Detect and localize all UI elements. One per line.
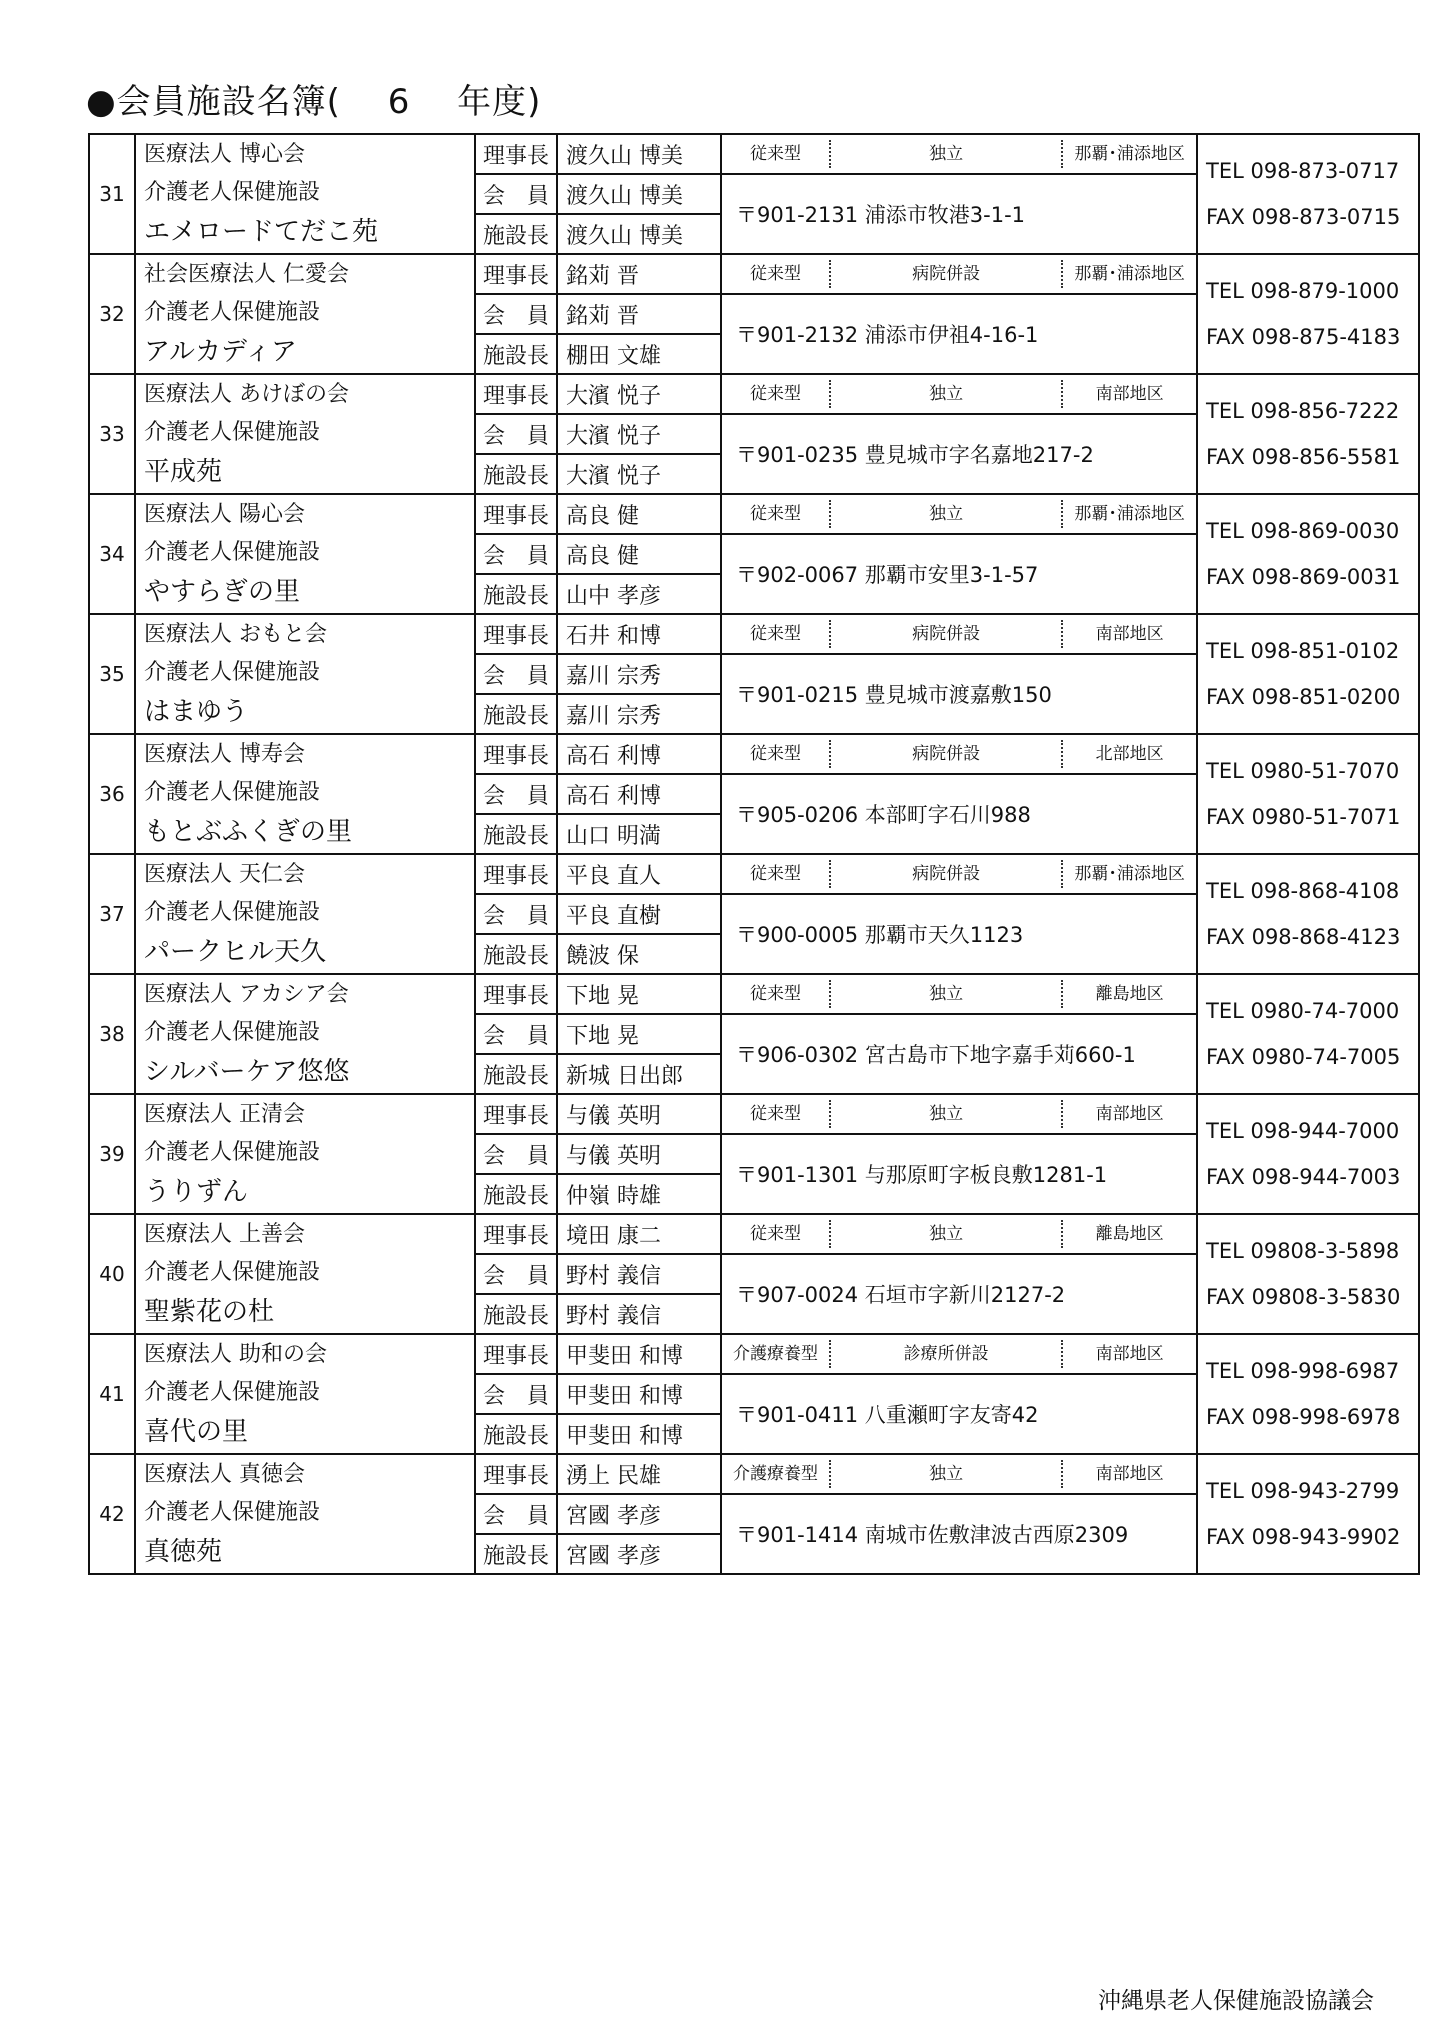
facility-form: 病院併設	[831, 860, 1063, 888]
director-name: 嘉川 宗秀	[557, 694, 721, 734]
contact-block	[1197, 494, 1419, 614]
director-name: 山口 明満	[557, 814, 721, 854]
page-title: ●会員施設名簿( 6 年度)	[86, 82, 542, 122]
facility-form: 独立	[831, 500, 1063, 528]
facility-area: 南部地区	[1095, 384, 1164, 404]
facility-area: 那覇･浦添地区	[1074, 864, 1185, 884]
role-label-member: 会 員	[475, 414, 557, 454]
facility-category: 介護老人保健施設	[144, 300, 321, 325]
contact-block	[1197, 374, 1419, 494]
member-name: 平良 直樹	[557, 894, 721, 934]
facility-name-block	[135, 1454, 475, 1574]
facility-name: はまゆう	[144, 697, 249, 727]
facility-form: 病院併設	[831, 740, 1063, 768]
facility-area: 南部地区	[1095, 1344, 1164, 1364]
chair-name: 平良 直人	[557, 854, 721, 894]
facility-roster-table	[88, 133, 1420, 1575]
fax-number: FAX 098-869-0031	[1206, 565, 1401, 589]
facility-number: 39	[89, 1094, 135, 1214]
facility-address: 〒902-0067 那覇市安里3-1-57	[721, 534, 1197, 614]
facility-name: エメロードてだこ苑	[144, 217, 379, 247]
tel-number: TEL 0980-74-7000	[1206, 999, 1400, 1023]
role-label-director: 施設長	[475, 934, 557, 974]
facility-row	[89, 1214, 1419, 1254]
contact-block	[1197, 1334, 1419, 1454]
facility-address: 〒901-1414 南城市佐敷津波古西原2309	[721, 1494, 1197, 1574]
role-label-chair: 理事長	[475, 734, 557, 774]
facility-number: 37	[89, 854, 135, 974]
facility-row	[89, 614, 1419, 654]
facility-type: 従来型	[722, 980, 831, 1008]
corporation-name: 社会医療法人 仁愛会	[144, 262, 349, 287]
facility-name: やすらぎの里	[144, 577, 301, 607]
role-label-chair: 理事長	[475, 974, 557, 1014]
tel-number: TEL 098-856-7222	[1206, 399, 1400, 423]
member-name: 下地 晃	[557, 1014, 721, 1054]
footer-organization: 沖縄県老人保健施設協議会	[1098, 1988, 1374, 2014]
role-label-director: 施設長	[475, 574, 557, 614]
facility-name-block	[135, 614, 475, 734]
contact-block	[1197, 1094, 1419, 1214]
facility-name-block	[135, 734, 475, 854]
member-name: 高石 利博	[557, 774, 721, 814]
chair-name: 石井 和博	[557, 614, 721, 654]
facility-name-block	[135, 974, 475, 1094]
role-label-member: 会 員	[475, 1254, 557, 1294]
role-label-chair: 理事長	[475, 614, 557, 654]
facility-classification	[721, 974, 1197, 1014]
role-label-director: 施設長	[475, 1174, 557, 1214]
facility-number: 41	[89, 1334, 135, 1454]
facility-form: 診療所併設	[831, 1340, 1063, 1368]
facility-category: 介護老人保健施設	[144, 180, 321, 205]
facility-form: 病院併設	[831, 620, 1063, 648]
classification-tags	[722, 975, 1196, 1013]
member-name: 大濱 悦子	[557, 414, 721, 454]
facility-form: 独立	[831, 1100, 1063, 1128]
tel-number: TEL 098-879-1000	[1206, 279, 1400, 303]
chair-name: 下地 晃	[557, 974, 721, 1014]
facility-form: 独立	[831, 1220, 1063, 1248]
tel-number: TEL 098-944-7000	[1206, 1119, 1400, 1143]
facility-address: 〒901-2131 浦添市牧港3-1-1	[721, 174, 1197, 254]
role-label-director: 施設長	[475, 1294, 557, 1334]
facility-name: 平成苑	[144, 457, 223, 487]
role-label-chair: 理事長	[475, 1094, 557, 1134]
facility-name-block	[135, 854, 475, 974]
facility-classification	[721, 854, 1197, 894]
facility-address: 〒901-1301 与那原町字板良敷1281-1	[721, 1134, 1197, 1214]
facility-type: 従来型	[722, 740, 831, 768]
facility-row	[89, 134, 1419, 174]
facility-type: 従来型	[722, 500, 831, 528]
facility-classification	[721, 494, 1197, 534]
classification-tags	[722, 1455, 1196, 1493]
role-label-chair: 理事長	[475, 134, 557, 174]
contact-block	[1197, 854, 1419, 974]
facility-area: 那覇･浦添地区	[1074, 144, 1185, 164]
role-label-director: 施設長	[475, 814, 557, 854]
facility-row	[89, 1454, 1419, 1494]
contact-block	[1197, 1214, 1419, 1334]
facility-type: 従来型	[722, 140, 831, 168]
director-name: 宮國 孝彦	[557, 1534, 721, 1574]
chair-name: 銘苅 晋	[557, 254, 721, 294]
director-name: 棚田 文雄	[557, 334, 721, 374]
classification-tags	[722, 1335, 1196, 1373]
facility-name: シルバーケア悠悠	[144, 1057, 350, 1087]
facility-row	[89, 854, 1419, 894]
fax-number: FAX 098-868-4123	[1206, 925, 1401, 949]
facility-form: 独立	[831, 980, 1063, 1008]
facility-name: うりずん	[144, 1177, 249, 1207]
tel-number: TEL 098-998-6987	[1206, 1359, 1400, 1383]
facility-area: 南部地区	[1095, 1104, 1164, 1124]
role-label-member: 会 員	[475, 1134, 557, 1174]
classification-tags	[722, 855, 1196, 893]
contact-block	[1197, 134, 1419, 254]
chair-name: 境田 康二	[557, 1214, 721, 1254]
director-name: 新城 日出郎	[557, 1054, 721, 1094]
facility-number: 40	[89, 1214, 135, 1334]
facility-name-block	[135, 374, 475, 494]
facility-address: 〒907-0024 石垣市字新川2127-2	[721, 1254, 1197, 1334]
classification-tags	[722, 1215, 1196, 1253]
facility-area: 離島地区	[1095, 984, 1164, 1004]
role-label-member: 会 員	[475, 1014, 557, 1054]
corporation-name: 医療法人 おもと会	[144, 622, 327, 647]
facility-name-block	[135, 494, 475, 614]
member-name: 銘苅 晋	[557, 294, 721, 334]
facility-form: 病院併設	[831, 260, 1063, 288]
facility-classification	[721, 1214, 1197, 1254]
facility-row	[89, 374, 1419, 414]
role-label-chair: 理事長	[475, 1334, 557, 1374]
fax-number: FAX 098-856-5581	[1206, 445, 1401, 469]
tel-number: TEL 098-873-0717	[1206, 159, 1400, 183]
role-label-director: 施設長	[475, 1054, 557, 1094]
facility-row	[89, 1094, 1419, 1134]
facility-classification	[721, 1094, 1197, 1134]
fax-number: FAX 0980-51-7071	[1206, 805, 1401, 829]
tel-number: TEL 098-851-0102	[1206, 639, 1400, 663]
role-label-chair: 理事長	[475, 1214, 557, 1254]
role-label-member: 会 員	[475, 894, 557, 934]
facility-category: 介護老人保健施設	[144, 1380, 321, 1405]
tel-number: TEL 098-869-0030	[1206, 519, 1400, 543]
facility-name: もとぶふくぎの里	[144, 817, 353, 847]
facility-category: 介護老人保健施設	[144, 1140, 321, 1165]
director-name: 山中 孝彦	[557, 574, 721, 614]
corporation-name: 医療法人 博心会	[144, 142, 305, 167]
role-label-member: 会 員	[475, 774, 557, 814]
facility-form: 独立	[831, 380, 1063, 408]
facility-classification	[721, 1454, 1197, 1494]
role-label-chair: 理事長	[475, 854, 557, 894]
chair-name: 甲斐田 和博	[557, 1334, 721, 1374]
facility-type: 従来型	[722, 380, 831, 408]
facility-form: 独立	[831, 1460, 1063, 1488]
facility-row	[89, 254, 1419, 294]
facility-name: アルカディア	[144, 337, 297, 367]
chair-name: 与儀 英明	[557, 1094, 721, 1134]
role-label-chair: 理事長	[475, 494, 557, 534]
facility-number: 32	[89, 254, 135, 374]
facility-area: 那覇･浦添地区	[1074, 504, 1185, 524]
fax-number: FAX 098-998-6978	[1206, 1405, 1401, 1429]
facility-row	[89, 974, 1419, 1014]
contact-block	[1197, 734, 1419, 854]
facility-address: 〒901-0235 豊見城市字名嘉地217-2	[721, 414, 1197, 494]
classification-tags	[722, 135, 1196, 173]
tel-number: TEL 09808-3-5898	[1206, 1239, 1400, 1263]
facility-name-block	[135, 1094, 475, 1214]
facility-number: 42	[89, 1454, 135, 1574]
facility-category: 介護老人保健施設	[144, 1500, 321, 1525]
classification-tags	[722, 495, 1196, 533]
facility-number: 33	[89, 374, 135, 494]
role-label-director: 施設長	[475, 454, 557, 494]
facility-classification	[721, 734, 1197, 774]
facility-type: 従来型	[722, 260, 831, 288]
role-label-member: 会 員	[475, 534, 557, 574]
facility-address: 〒901-0215 豊見城市渡嘉敷150	[721, 654, 1197, 734]
fax-number: FAX 098-851-0200	[1206, 685, 1401, 709]
facility-area: 北部地区	[1095, 744, 1164, 764]
facility-category: 介護老人保健施設	[144, 1260, 321, 1285]
facility-number: 35	[89, 614, 135, 734]
facility-type: 従来型	[722, 1220, 831, 1248]
facility-address: 〒901-0411 八重瀬町字友寄42	[721, 1374, 1197, 1454]
chair-name: 湧上 民雄	[557, 1454, 721, 1494]
facility-row	[89, 1334, 1419, 1374]
classification-tags	[722, 1095, 1196, 1133]
role-label-director: 施設長	[475, 214, 557, 254]
member-name: 野村 義信	[557, 1254, 721, 1294]
contact-block	[1197, 974, 1419, 1094]
classification-tags	[722, 615, 1196, 653]
role-label-chair: 理事長	[475, 374, 557, 414]
facility-type: 従来型	[722, 620, 831, 648]
facility-form: 独立	[831, 140, 1063, 168]
facility-number: 38	[89, 974, 135, 1094]
facility-name-block	[135, 134, 475, 254]
corporation-name: 医療法人 正清会	[144, 1102, 305, 1127]
facility-name-block	[135, 1334, 475, 1454]
fax-number: FAX 09808-3-5830	[1206, 1285, 1401, 1309]
facility-category: 介護老人保健施設	[144, 780, 321, 805]
facility-type: 介護療養型	[722, 1340, 831, 1368]
facility-area: 離島地区	[1095, 1224, 1164, 1244]
director-name: 野村 義信	[557, 1294, 721, 1334]
role-label-director: 施設長	[475, 1414, 557, 1454]
corporation-name: 医療法人 助和の会	[144, 1342, 327, 1367]
facility-row	[89, 734, 1419, 774]
facility-roster-body	[89, 134, 1419, 1574]
facility-classification	[721, 374, 1197, 414]
facility-name-block	[135, 1214, 475, 1334]
facility-category: 介護老人保健施設	[144, 1020, 321, 1045]
role-label-director: 施設長	[475, 334, 557, 374]
role-label-chair: 理事長	[475, 254, 557, 294]
facility-address: 〒906-0302 宮古島市下地字嘉手苅660-1	[721, 1014, 1197, 1094]
facility-category: 介護老人保健施設	[144, 660, 321, 685]
role-label-chair: 理事長	[475, 1454, 557, 1494]
facility-classification	[721, 134, 1197, 174]
classification-tags	[722, 375, 1196, 413]
corporation-name: 医療法人 博寿会	[144, 742, 305, 767]
facility-name: 真徳苑	[144, 1537, 223, 1567]
role-label-member: 会 員	[475, 654, 557, 694]
director-name: 渡久山 博美	[557, 214, 721, 254]
corporation-name: 医療法人 真徳会	[144, 1462, 305, 1487]
facility-area: 南部地区	[1095, 1464, 1164, 1484]
fax-number: FAX 098-943-9902	[1206, 1525, 1401, 1549]
member-name: 甲斐田 和博	[557, 1374, 721, 1414]
facility-name: 聖紫花の杜	[144, 1297, 275, 1327]
facility-address: 〒900-0005 那覇市天久1123	[721, 894, 1197, 974]
fax-number: FAX 098-875-4183	[1206, 325, 1401, 349]
role-label-member: 会 員	[475, 294, 557, 334]
facility-name: パークヒル天久	[144, 937, 327, 967]
contact-block	[1197, 254, 1419, 374]
corporation-name: 医療法人 アカシア会	[144, 982, 349, 1007]
chair-name: 高良 健	[557, 494, 721, 534]
chair-name: 渡久山 博美	[557, 134, 721, 174]
role-label-director: 施設長	[475, 1534, 557, 1574]
classification-tags	[722, 255, 1196, 293]
facility-number: 36	[89, 734, 135, 854]
tel-number: TEL 098-868-4108	[1206, 879, 1400, 903]
facility-type: 従来型	[722, 1100, 831, 1128]
facility-category: 介護老人保健施設	[144, 540, 321, 565]
role-label-member: 会 員	[475, 1374, 557, 1414]
facility-type: 従来型	[722, 860, 831, 888]
role-label-member: 会 員	[475, 174, 557, 214]
facility-number: 34	[89, 494, 135, 614]
corporation-name: 医療法人 あけぼの会	[144, 382, 349, 407]
fax-number: FAX 0980-74-7005	[1206, 1045, 1401, 1069]
fax-number: FAX 098-944-7003	[1206, 1165, 1401, 1189]
facility-row	[89, 494, 1419, 534]
member-name: 高良 健	[557, 534, 721, 574]
facility-type: 介護療養型	[722, 1460, 831, 1488]
corporation-name: 医療法人 陽心会	[144, 502, 305, 527]
director-name: 仲嶺 時雄	[557, 1174, 721, 1214]
role-label-member: 会 員	[475, 1494, 557, 1534]
facility-classification	[721, 614, 1197, 654]
facility-classification	[721, 254, 1197, 294]
fax-number: FAX 098-873-0715	[1206, 205, 1401, 229]
facility-area: 南部地区	[1095, 624, 1164, 644]
facility-address: 〒905-0206 本部町字石川988	[721, 774, 1197, 854]
facility-area: 那覇･浦添地区	[1074, 264, 1185, 284]
role-label-director: 施設長	[475, 694, 557, 734]
member-name: 宮國 孝彦	[557, 1494, 721, 1534]
facility-number: 31	[89, 134, 135, 254]
contact-block	[1197, 614, 1419, 734]
facility-name: 喜代の里	[144, 1417, 249, 1447]
tel-number: TEL 0980-51-7070	[1206, 759, 1400, 783]
facility-category: 介護老人保健施設	[144, 420, 321, 445]
chair-name: 高石 利博	[557, 734, 721, 774]
member-name: 渡久山 博美	[557, 174, 721, 214]
director-name: 饒波 保	[557, 934, 721, 974]
corporation-name: 医療法人 天仁会	[144, 862, 305, 887]
chair-name: 大濱 悦子	[557, 374, 721, 414]
facility-name-block	[135, 254, 475, 374]
director-name: 甲斐田 和博	[557, 1414, 721, 1454]
contact-block	[1197, 1454, 1419, 1574]
member-name: 嘉川 宗秀	[557, 654, 721, 694]
director-name: 大濱 悦子	[557, 454, 721, 494]
tel-number: TEL 098-943-2799	[1206, 1479, 1400, 1503]
facility-classification	[721, 1334, 1197, 1374]
facility-address: 〒901-2132 浦添市伊祖4-16-1	[721, 294, 1197, 374]
facility-category: 介護老人保健施設	[144, 900, 321, 925]
corporation-name: 医療法人 上善会	[144, 1222, 305, 1247]
classification-tags	[722, 735, 1196, 773]
member-name: 与儀 英明	[557, 1134, 721, 1174]
